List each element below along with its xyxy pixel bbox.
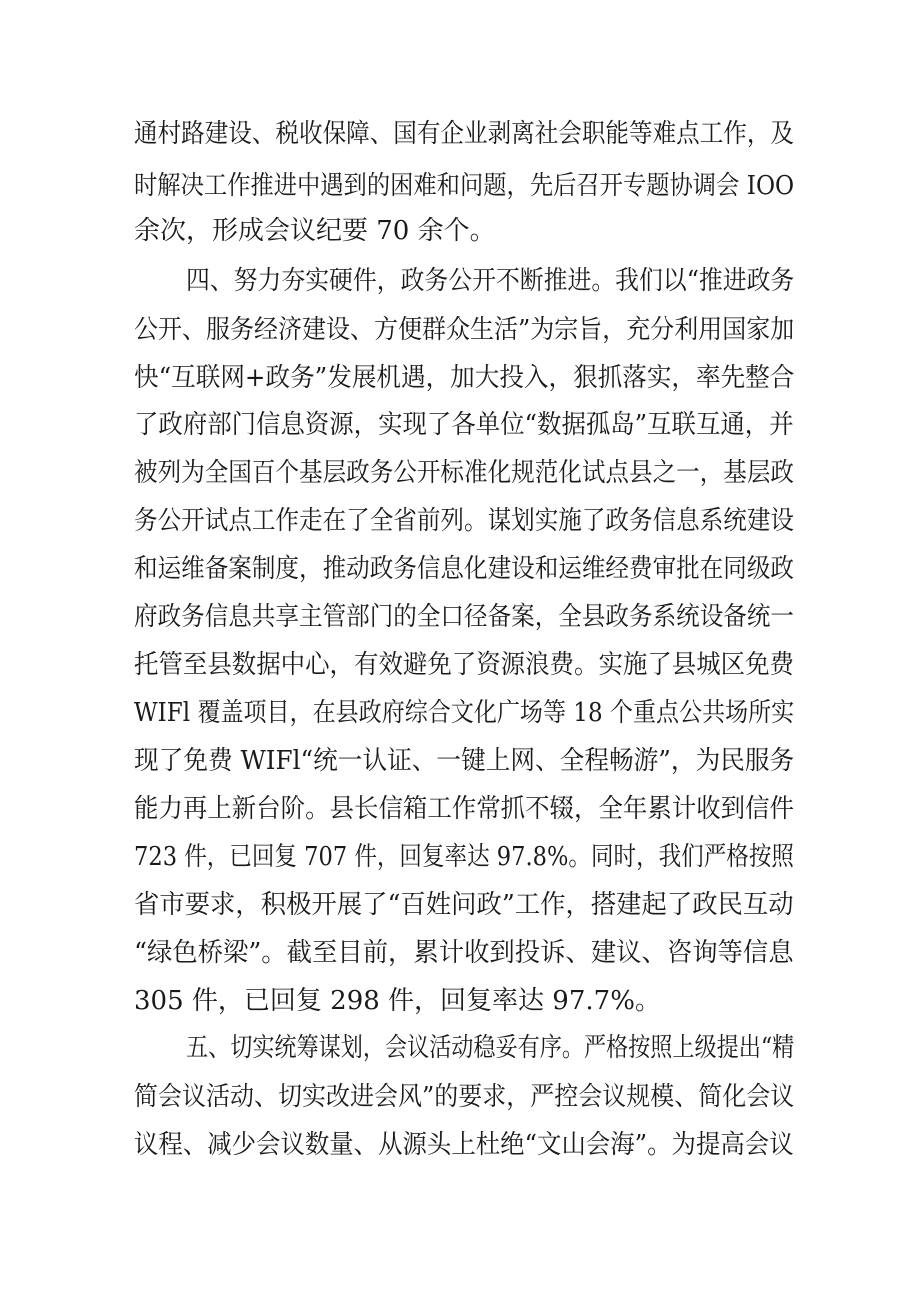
text-line: 现了免费 WIFl“统一认证、一键上网、全程畅游”，为民服务	[134, 746, 795, 776]
text-line: 省市要求，积极开展了“百姓问政”工作，搭建起了政民互动	[134, 890, 794, 920]
text-line: 305 件，已回复 298 件，回复率达 97.7%。	[134, 986, 661, 1016]
text-line: 五、切实统筹谋划，会议活动稳妥有序。严格按照上级提出“精	[186, 1033, 795, 1063]
text-line: 简会议活动、切实改进会风”的要求，严控会议规模、简化会议	[134, 1082, 795, 1112]
text-line: 和运维备案制度，推动政务信息化建设和运维经费审批在同级政	[134, 554, 795, 584]
text-line: 通村路建设、税收保障、国有企业剥离社会职能等难点工作，及	[134, 119, 795, 149]
text-line: 务公开试点工作走在了全省前列。谋划实施了政务信息系统建设	[134, 506, 795, 536]
text-line: 余次，形成会议纪要 70 余个。	[134, 216, 496, 246]
text-line: “绿色桥梁”。截至目前，累计收到投诉、建议、咨询等信息	[134, 938, 794, 968]
text-line: 被列为全国百个基层政务公开标准化规范化试点县之一，基层政	[134, 458, 795, 488]
text-line: 托管至县数据中心，有效避免了资源浪费。实施了县城区免费	[134, 650, 795, 680]
text-line: 府政务信息共享主管部门的全口径备案，全县政务系统设备统一	[134, 602, 795, 632]
text-line: 公开、服务经济建设、方便群众生活”为宗旨，充分利用国家加	[134, 315, 795, 345]
text-line: 四、努力夯实硬件，政务公开不断推进。我们以“推进政务	[186, 266, 795, 296]
text-line: 能力再上新台阶。县长信箱工作常抓不辍，全年累计收到信件	[134, 794, 795, 824]
text-line: 时解决工作推进中遇到的困难和问题，先后召开专题协调会 IOO	[134, 171, 795, 201]
text-line: 了政府部门信息资源，实现了各单位“数据孤岛”互联互通，并	[134, 410, 794, 440]
text-line: 723 件，已回复 707 件，回复率达 97.8%。同时，我们严格按照	[134, 842, 794, 872]
text-line: 议程、减少会议数量、从源头上杜绝“文山会海”。为提高会议	[134, 1130, 794, 1160]
text-line: 快“互联网+政务”发展机遇，加大投入，狠抓落实，率先整合	[134, 363, 795, 393]
text-line: WIFl 覆盖项目，在县政府综合文化广场等 18 个重点公共场所实	[134, 698, 795, 728]
